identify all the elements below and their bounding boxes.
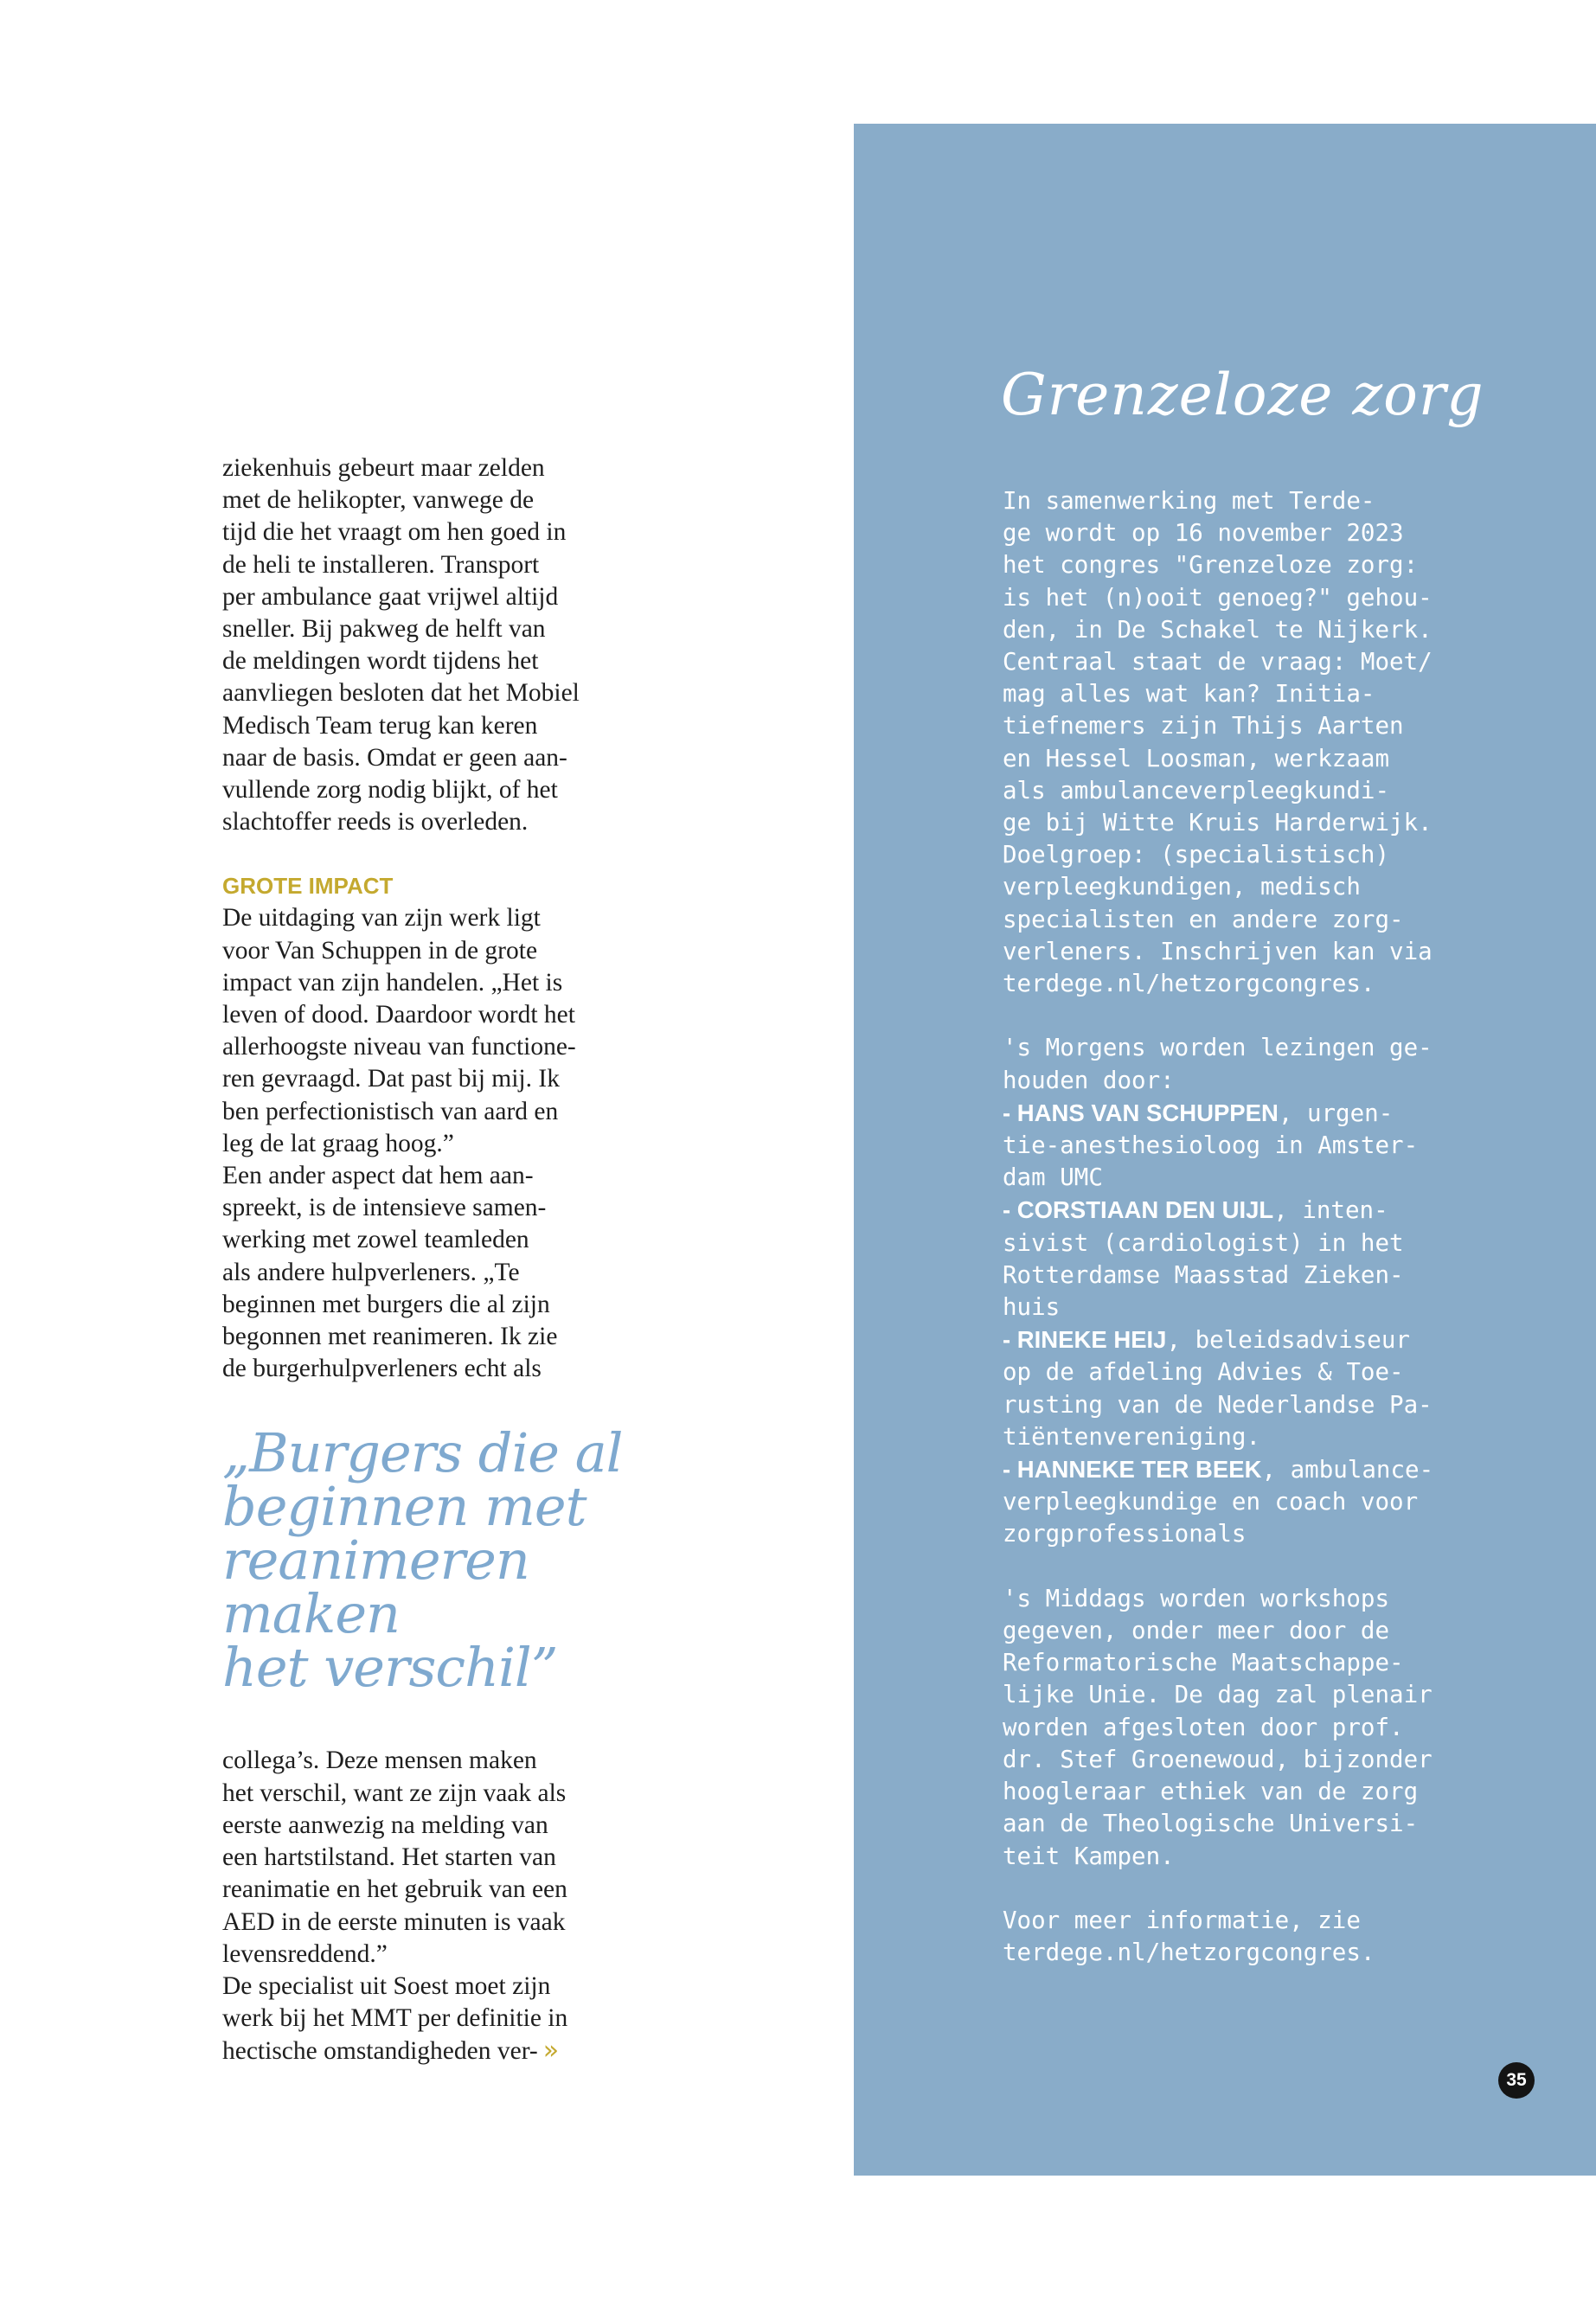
speaker-description: , ambulance- verpleegkundige en coach voor zorgprofessionals <box>1003 1456 1434 1548</box>
sidebar-closing: Voor meer informatie, zie terdege.nl/hetzorgcongres. <box>1003 1906 1375 1967</box>
page-number: 35 <box>1498 2062 1535 2099</box>
sidebar-intro: In samenwerking met Terde- ge wordt op 16 november 2023 het congres "Grenzeloze zorg: is het (n)ooit genoeg?" gehou- den, in De Schakel te Nijkerk. Centraal staat de vraag: Moet/ mag alles wat kan? Initia- tiefnemers zijn Thijs Aarten en Hessel Loosman, werkzaam als ambulanceverpleegkundi- ge bij Witte Kruis Harderwijk. Doelgroep: (specialistisch) verpleegkundigen, medisch specialisten en andere zorg- verleners. Inschrijven kan via terdege.nl/hetzorgcongres. <box>1003 487 1433 998</box>
speaker-description: , inten- sivist (cardiologist) in het Rotterdamse Maasstad Zieken- huis <box>1003 1196 1404 1322</box>
article-paragraph <box>222 1745 655 2067</box>
speaker-item <box>1003 1097 1556 1195</box>
section-heading: GROTE IMPACT <box>222 873 394 900</box>
sidebar-morning-intro: 's Morgens worden lezingen ge- houden door: <box>1003 1034 1433 1094</box>
article-paragraph-text: collega’s. Deze mensen maken het verschil, want ze zijn vaak als eerste aanwezig na melding van een hartstilstand. Het starten van reanimatie en het gebruik van een AED in de eerste minuten is vaak levensreddend.” De specialist uit Soest moet zijn werk bij het MMT per definitie in hectische omstandigheden ver- <box>222 1747 568 2066</box>
sidebar-afternoon: 's Middags worden workshops gegeven, onder meer door de Reformatorische Maatschappe- lijke Unie. De dag zal plenair worden afgesloten door prof. dr. Stef Groenewoud, bijzonder hoogleraar ethiek van de zorg aan de Theologische Universi- teit Kampen. <box>1003 1584 1433 1870</box>
pull-quote: „Burgers die al beginnen met reanimeren maken het verschil” <box>222 1421 623 1700</box>
speaker-name: - CORSTIAAN DEN UIJL <box>1003 1196 1274 1224</box>
article-paragraph: ziekenhuis gebeurt maar zelden met de helikopter, vanwege de tijd die het vraagt om hen goed in de heli te installeren. Transport per ambulance gaat vrijwel altijd sneller. Bij pakweg de helft van de meldingen wordt tijdens het aanvliegen besloten dat het Mobiel Medisch Team terug kan keren naar de basis. Omdat er geen aan- vullende zorg nodig blijkt, of het slachtoffer reeds is overleden. <box>222 454 580 836</box>
speaker-description: , urgen- tie-anesthesioloog in Amster- dam UMC <box>1003 1099 1419 1192</box>
speaker-name: - HANS VAN SCHUPPEN <box>1003 1099 1279 1126</box>
speaker-item <box>1003 1453 1556 1551</box>
continue-arrow-icon: » <box>542 2035 560 2067</box>
speaker-description: , beleidsadviseur op de afdeling Advies & Toe- rusting van de Nederlandse Pa- tiëntenvereniging. <box>1003 1326 1433 1451</box>
article-column <box>222 452 655 2068</box>
article-paragraph: De uitdaging van zijn werk ligt voor Van Schuppen in de grote impact van zijn handelen. „Het is leven of dood. Daardoor wordt het allerhoogste niveau van functione- ren gevraagd. Dat past bij mij. Ik ben perfectionistisch van aard en leg de lat graag hoog.” Een ander aspect dat hem aan- spreekt, is de intensieve samen- werking met zowel teamleden als andere hulpverleners. „Te beginnen met burgers die al zijn begonnen met reanimeren. Ik zie de burgerhulpverleners echt als <box>222 904 576 1383</box>
speaker-name: - HANNEKE TER BEEK <box>1003 1456 1262 1484</box>
sidebar-title: Grenzeloze zorg <box>1001 362 1484 428</box>
sidebar-body <box>1003 485 1556 2001</box>
sidebar-box <box>854 124 1596 2176</box>
speaker-item <box>1003 1324 1556 1453</box>
speaker-item <box>1003 1194 1556 1324</box>
speaker-name: - RINEKE HEIJ <box>1003 1326 1167 1354</box>
